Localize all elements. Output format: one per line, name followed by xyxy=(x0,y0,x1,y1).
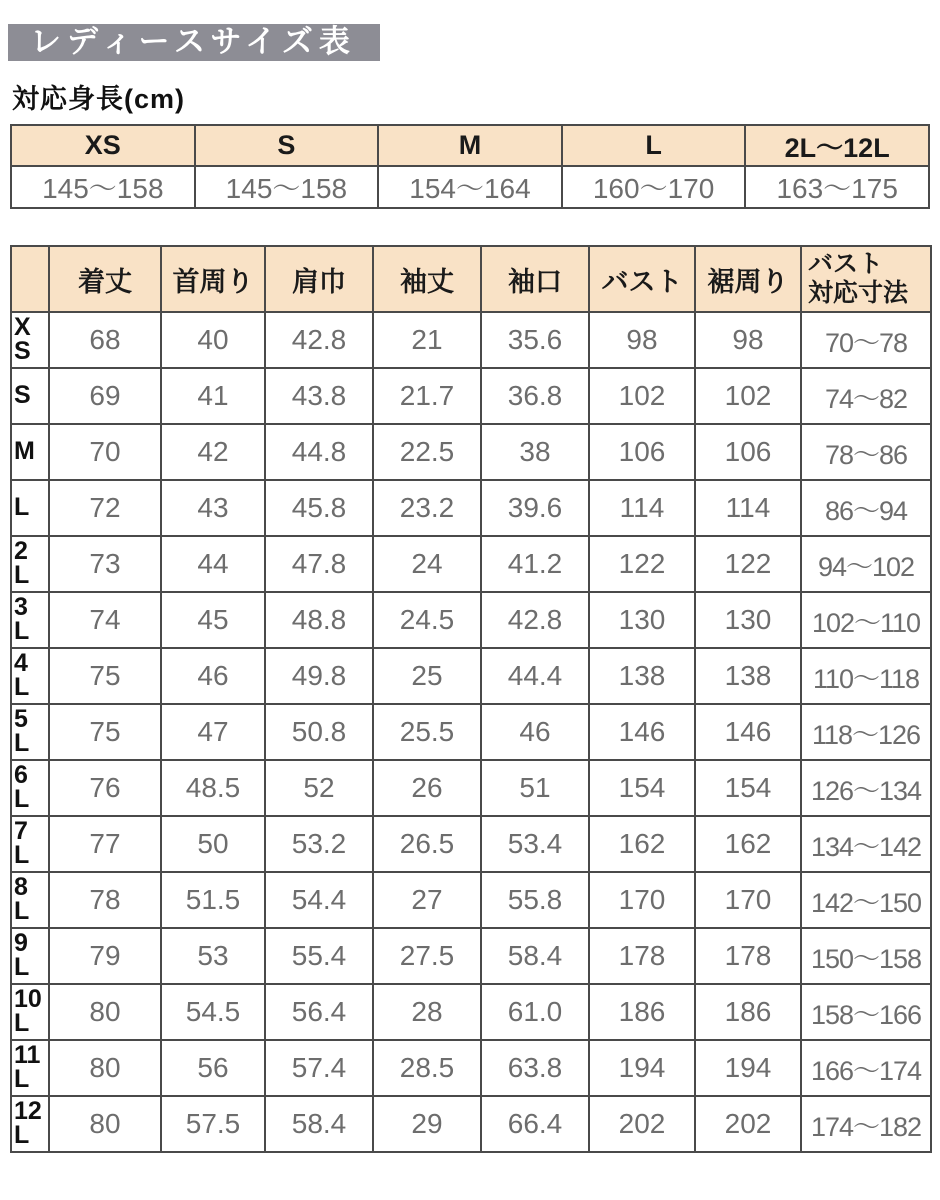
size-row-label-line: L xyxy=(14,841,30,869)
size-table-bust-range-header xyxy=(801,246,931,312)
height-table-header-row xyxy=(11,125,929,166)
size-value-cell: 69 xyxy=(49,368,161,424)
size-value-cell: 74 xyxy=(49,592,161,648)
size-table-column-header: 袖口 xyxy=(481,246,589,312)
size-value-cell: 43 xyxy=(161,480,265,536)
height-table xyxy=(10,124,930,209)
size-value-cell: 202 xyxy=(695,1096,801,1152)
size-value-cell: 57.5 xyxy=(161,1096,265,1152)
size-value-cell: 162 xyxy=(589,816,695,872)
size-value-cell: 58.4 xyxy=(265,1096,373,1152)
size-value-cell: 51.5 xyxy=(161,872,265,928)
bust-range-cell: 158〜166 xyxy=(801,984,931,1040)
size-value-cell: 24.5 xyxy=(373,592,481,648)
size-row-label xyxy=(11,592,49,648)
size-row-label xyxy=(11,760,49,816)
size-value-cell: 138 xyxy=(695,648,801,704)
size-value-cell: 50 xyxy=(161,816,265,872)
size-value-cell: 146 xyxy=(589,704,695,760)
size-row-label xyxy=(11,816,49,872)
size-row-label xyxy=(11,984,49,1040)
size-value-cell: 44.4 xyxy=(481,648,589,704)
size-value-cell: 41 xyxy=(161,368,265,424)
size-value-cell: 45 xyxy=(161,592,265,648)
size-value-cell: 53.2 xyxy=(265,816,373,872)
size-value-cell: 63.8 xyxy=(481,1040,589,1096)
size-value-cell: 130 xyxy=(589,592,695,648)
size-row-label-line: 12 xyxy=(14,1097,42,1126)
size-value-cell: 102 xyxy=(589,368,695,424)
size-row-label-line: L xyxy=(14,1065,30,1093)
size-row-label-line: 6 xyxy=(14,761,28,790)
height-table-column-header: XS xyxy=(11,125,195,166)
size-value-cell: 43.8 xyxy=(265,368,373,424)
bust-range-cell: 134〜142 xyxy=(801,816,931,872)
size-value-cell: 27 xyxy=(373,872,481,928)
size-row-label-line: S xyxy=(14,381,31,410)
size-value-cell: 40 xyxy=(161,312,265,368)
size-value-cell: 28 xyxy=(373,984,481,1040)
size-table-row xyxy=(11,816,931,872)
size-table-column-header: 袖丈 xyxy=(373,246,481,312)
size-value-cell: 77 xyxy=(49,816,161,872)
size-value-cell: 24 xyxy=(373,536,481,592)
size-row-label xyxy=(11,480,49,536)
size-row-label-line: L xyxy=(14,729,30,757)
size-value-cell: 44 xyxy=(161,536,265,592)
size-value-cell: 55.4 xyxy=(265,928,373,984)
size-value-cell: 28.5 xyxy=(373,1040,481,1096)
size-row-label-line: 4 xyxy=(14,649,28,678)
size-value-cell: 47 xyxy=(161,704,265,760)
size-value-cell: 52 xyxy=(265,760,373,816)
bust-range-header-line: バスト xyxy=(808,250,884,279)
size-row-label xyxy=(11,648,49,704)
size-row-label xyxy=(11,312,49,368)
size-value-cell: 178 xyxy=(695,928,801,984)
size-value-cell: 73 xyxy=(49,536,161,592)
size-value-cell: 178 xyxy=(589,928,695,984)
height-table-value-cell: 145〜158 xyxy=(195,166,379,208)
size-value-cell: 21 xyxy=(373,312,481,368)
size-row-label-line: 9 xyxy=(14,929,28,958)
size-row-label-line: S xyxy=(14,337,31,365)
size-row-label xyxy=(11,1040,49,1096)
size-value-cell: 122 xyxy=(695,536,801,592)
size-value-cell: 75 xyxy=(49,704,161,760)
size-table-header-row xyxy=(11,246,931,312)
size-row-label xyxy=(11,928,49,984)
size-row-label xyxy=(11,368,49,424)
size-row-label-line: L xyxy=(14,673,30,701)
size-value-cell: 25.5 xyxy=(373,704,481,760)
size-value-cell: 80 xyxy=(49,1096,161,1152)
size-value-cell: 68 xyxy=(49,312,161,368)
bust-range-cell: 94〜102 xyxy=(801,536,931,592)
size-table-row xyxy=(11,928,931,984)
bust-range-header-line: 対応寸法 xyxy=(808,279,909,307)
size-value-cell: 53.4 xyxy=(481,816,589,872)
size-value-cell: 42 xyxy=(161,424,265,480)
size-value-cell: 27.5 xyxy=(373,928,481,984)
size-value-cell: 51 xyxy=(481,760,589,816)
height-table-column-header: L xyxy=(562,125,746,166)
size-table-row xyxy=(11,704,931,760)
size-value-cell: 106 xyxy=(589,424,695,480)
size-value-cell: 49.8 xyxy=(265,648,373,704)
size-row-label-line: L xyxy=(14,493,30,522)
size-value-cell: 41.2 xyxy=(481,536,589,592)
size-row-label-line: 11 xyxy=(14,1041,41,1070)
size-value-cell: 46 xyxy=(481,704,589,760)
size-value-cell: 98 xyxy=(695,312,801,368)
size-value-cell: 48.5 xyxy=(161,760,265,816)
size-row-label xyxy=(11,536,49,592)
size-table-row xyxy=(11,872,931,928)
size-value-cell: 75 xyxy=(49,648,161,704)
size-value-cell: 80 xyxy=(49,1040,161,1096)
size-value-cell: 138 xyxy=(589,648,695,704)
size-row-label-line: L xyxy=(14,1009,30,1037)
size-value-cell: 114 xyxy=(589,480,695,536)
bust-range-cell: 126〜134 xyxy=(801,760,931,816)
size-table-row xyxy=(11,1096,931,1152)
size-value-cell: 46 xyxy=(161,648,265,704)
size-value-cell: 38 xyxy=(481,424,589,480)
size-value-cell: 42.8 xyxy=(265,312,373,368)
size-value-cell: 162 xyxy=(695,816,801,872)
size-value-cell: 76 xyxy=(49,760,161,816)
size-value-cell: 57.4 xyxy=(265,1040,373,1096)
size-row-label-line: 8 xyxy=(14,873,28,902)
bust-range-cell: 110〜118 xyxy=(801,648,931,704)
height-table-value-cell: 145〜158 xyxy=(11,166,195,208)
size-row-label-line: 7 xyxy=(14,817,28,846)
size-value-cell: 170 xyxy=(695,872,801,928)
bust-range-cell: 150〜158 xyxy=(801,928,931,984)
size-value-cell: 48.8 xyxy=(265,592,373,648)
size-value-cell: 122 xyxy=(589,536,695,592)
size-value-cell: 194 xyxy=(695,1040,801,1096)
bust-range-cell: 142〜150 xyxy=(801,872,931,928)
height-table-value-row xyxy=(11,166,929,208)
size-value-cell: 54.4 xyxy=(265,872,373,928)
size-value-cell: 114 xyxy=(695,480,801,536)
size-table-row xyxy=(11,1040,931,1096)
size-value-cell: 154 xyxy=(695,760,801,816)
size-value-cell: 22.5 xyxy=(373,424,481,480)
size-row-label-line: L xyxy=(14,953,30,981)
height-table-value-cell: 163〜175 xyxy=(745,166,929,208)
size-value-cell: 98 xyxy=(589,312,695,368)
size-value-cell: 186 xyxy=(695,984,801,1040)
size-table xyxy=(10,245,932,1153)
size-row-label-line: L xyxy=(14,1121,30,1149)
size-value-cell: 70 xyxy=(49,424,161,480)
size-row-label xyxy=(11,1096,49,1152)
height-section-label: 対応身長(cm) xyxy=(12,84,186,114)
size-row-label-line: L xyxy=(14,617,30,645)
size-value-cell: 36.8 xyxy=(481,368,589,424)
size-row-label xyxy=(11,424,49,480)
size-table-row xyxy=(11,368,931,424)
size-value-cell: 35.6 xyxy=(481,312,589,368)
size-value-cell: 202 xyxy=(589,1096,695,1152)
size-value-cell: 194 xyxy=(589,1040,695,1096)
size-value-cell: 50.8 xyxy=(265,704,373,760)
size-table-row xyxy=(11,592,931,648)
size-row-label-line: 10 xyxy=(14,985,42,1014)
size-value-cell: 25 xyxy=(373,648,481,704)
height-table-value-cell: 154〜164 xyxy=(378,166,562,208)
size-table-row xyxy=(11,312,931,368)
size-row-label-line: X xyxy=(14,313,31,342)
size-value-cell: 54.5 xyxy=(161,984,265,1040)
size-row-label-line: 3 xyxy=(14,593,28,622)
bust-range-cell: 174〜182 xyxy=(801,1096,931,1152)
size-table-body xyxy=(11,312,931,1152)
bust-range-cell: 86〜94 xyxy=(801,480,931,536)
size-table-column-header: 着丈 xyxy=(49,246,161,312)
size-value-cell: 56.4 xyxy=(265,984,373,1040)
bust-range-cell: 102〜110 xyxy=(801,592,931,648)
bust-range-cell: 78〜86 xyxy=(801,424,931,480)
size-value-cell: 154 xyxy=(589,760,695,816)
size-table-row xyxy=(11,480,931,536)
size-value-cell: 106 xyxy=(695,424,801,480)
size-value-cell: 146 xyxy=(695,704,801,760)
height-table-value-cell: 160〜170 xyxy=(562,166,746,208)
size-value-cell: 102 xyxy=(695,368,801,424)
size-row-label-line: L xyxy=(14,785,30,813)
size-table-row xyxy=(11,424,931,480)
size-value-cell: 58.4 xyxy=(481,928,589,984)
size-table-corner-cell xyxy=(11,246,49,312)
size-row-label-line: M xyxy=(14,437,35,466)
size-value-cell: 61.0 xyxy=(481,984,589,1040)
size-value-cell: 79 xyxy=(49,928,161,984)
page-title: レディースサイズ表 xyxy=(8,24,380,61)
size-value-cell: 39.6 xyxy=(481,480,589,536)
size-table-row xyxy=(11,984,931,1040)
size-value-cell: 55.8 xyxy=(481,872,589,928)
size-row-label-line: 5 xyxy=(14,705,28,734)
size-table-column-header: バスト xyxy=(589,246,695,312)
size-value-cell: 23.2 xyxy=(373,480,481,536)
size-row-label-line: L xyxy=(14,561,30,589)
size-table-row xyxy=(11,648,931,704)
size-table-column-header: 肩巾 xyxy=(265,246,373,312)
size-value-cell: 29 xyxy=(373,1096,481,1152)
height-table-column-header: 2L〜12L xyxy=(745,125,929,166)
size-value-cell: 47.8 xyxy=(265,536,373,592)
size-value-cell: 26.5 xyxy=(373,816,481,872)
size-value-cell: 130 xyxy=(695,592,801,648)
size-row-label xyxy=(11,704,49,760)
size-row-label xyxy=(11,872,49,928)
bust-range-cell: 74〜82 xyxy=(801,368,931,424)
size-value-cell: 26 xyxy=(373,760,481,816)
size-table-column-header: 裾周り xyxy=(695,246,801,312)
size-value-cell: 66.4 xyxy=(481,1096,589,1152)
size-value-cell: 21.7 xyxy=(373,368,481,424)
size-row-label-line: L xyxy=(14,897,30,925)
height-table-column-header: S xyxy=(195,125,379,166)
size-value-cell: 53 xyxy=(161,928,265,984)
size-value-cell: 186 xyxy=(589,984,695,1040)
size-value-cell: 44.8 xyxy=(265,424,373,480)
bust-range-cell: 70〜78 xyxy=(801,312,931,368)
size-table-row xyxy=(11,760,931,816)
bust-range-cell: 166〜174 xyxy=(801,1040,931,1096)
size-value-cell: 42.8 xyxy=(481,592,589,648)
height-table-column-header: M xyxy=(378,125,562,166)
size-table-column-header: 首周り xyxy=(161,246,265,312)
size-row-label-line: 2 xyxy=(14,537,28,566)
bust-range-cell: 118〜126 xyxy=(801,704,931,760)
size-table-row xyxy=(11,536,931,592)
size-value-cell: 80 xyxy=(49,984,161,1040)
size-value-cell: 56 xyxy=(161,1040,265,1096)
size-value-cell: 72 xyxy=(49,480,161,536)
size-value-cell: 170 xyxy=(589,872,695,928)
size-value-cell: 78 xyxy=(49,872,161,928)
size-value-cell: 45.8 xyxy=(265,480,373,536)
